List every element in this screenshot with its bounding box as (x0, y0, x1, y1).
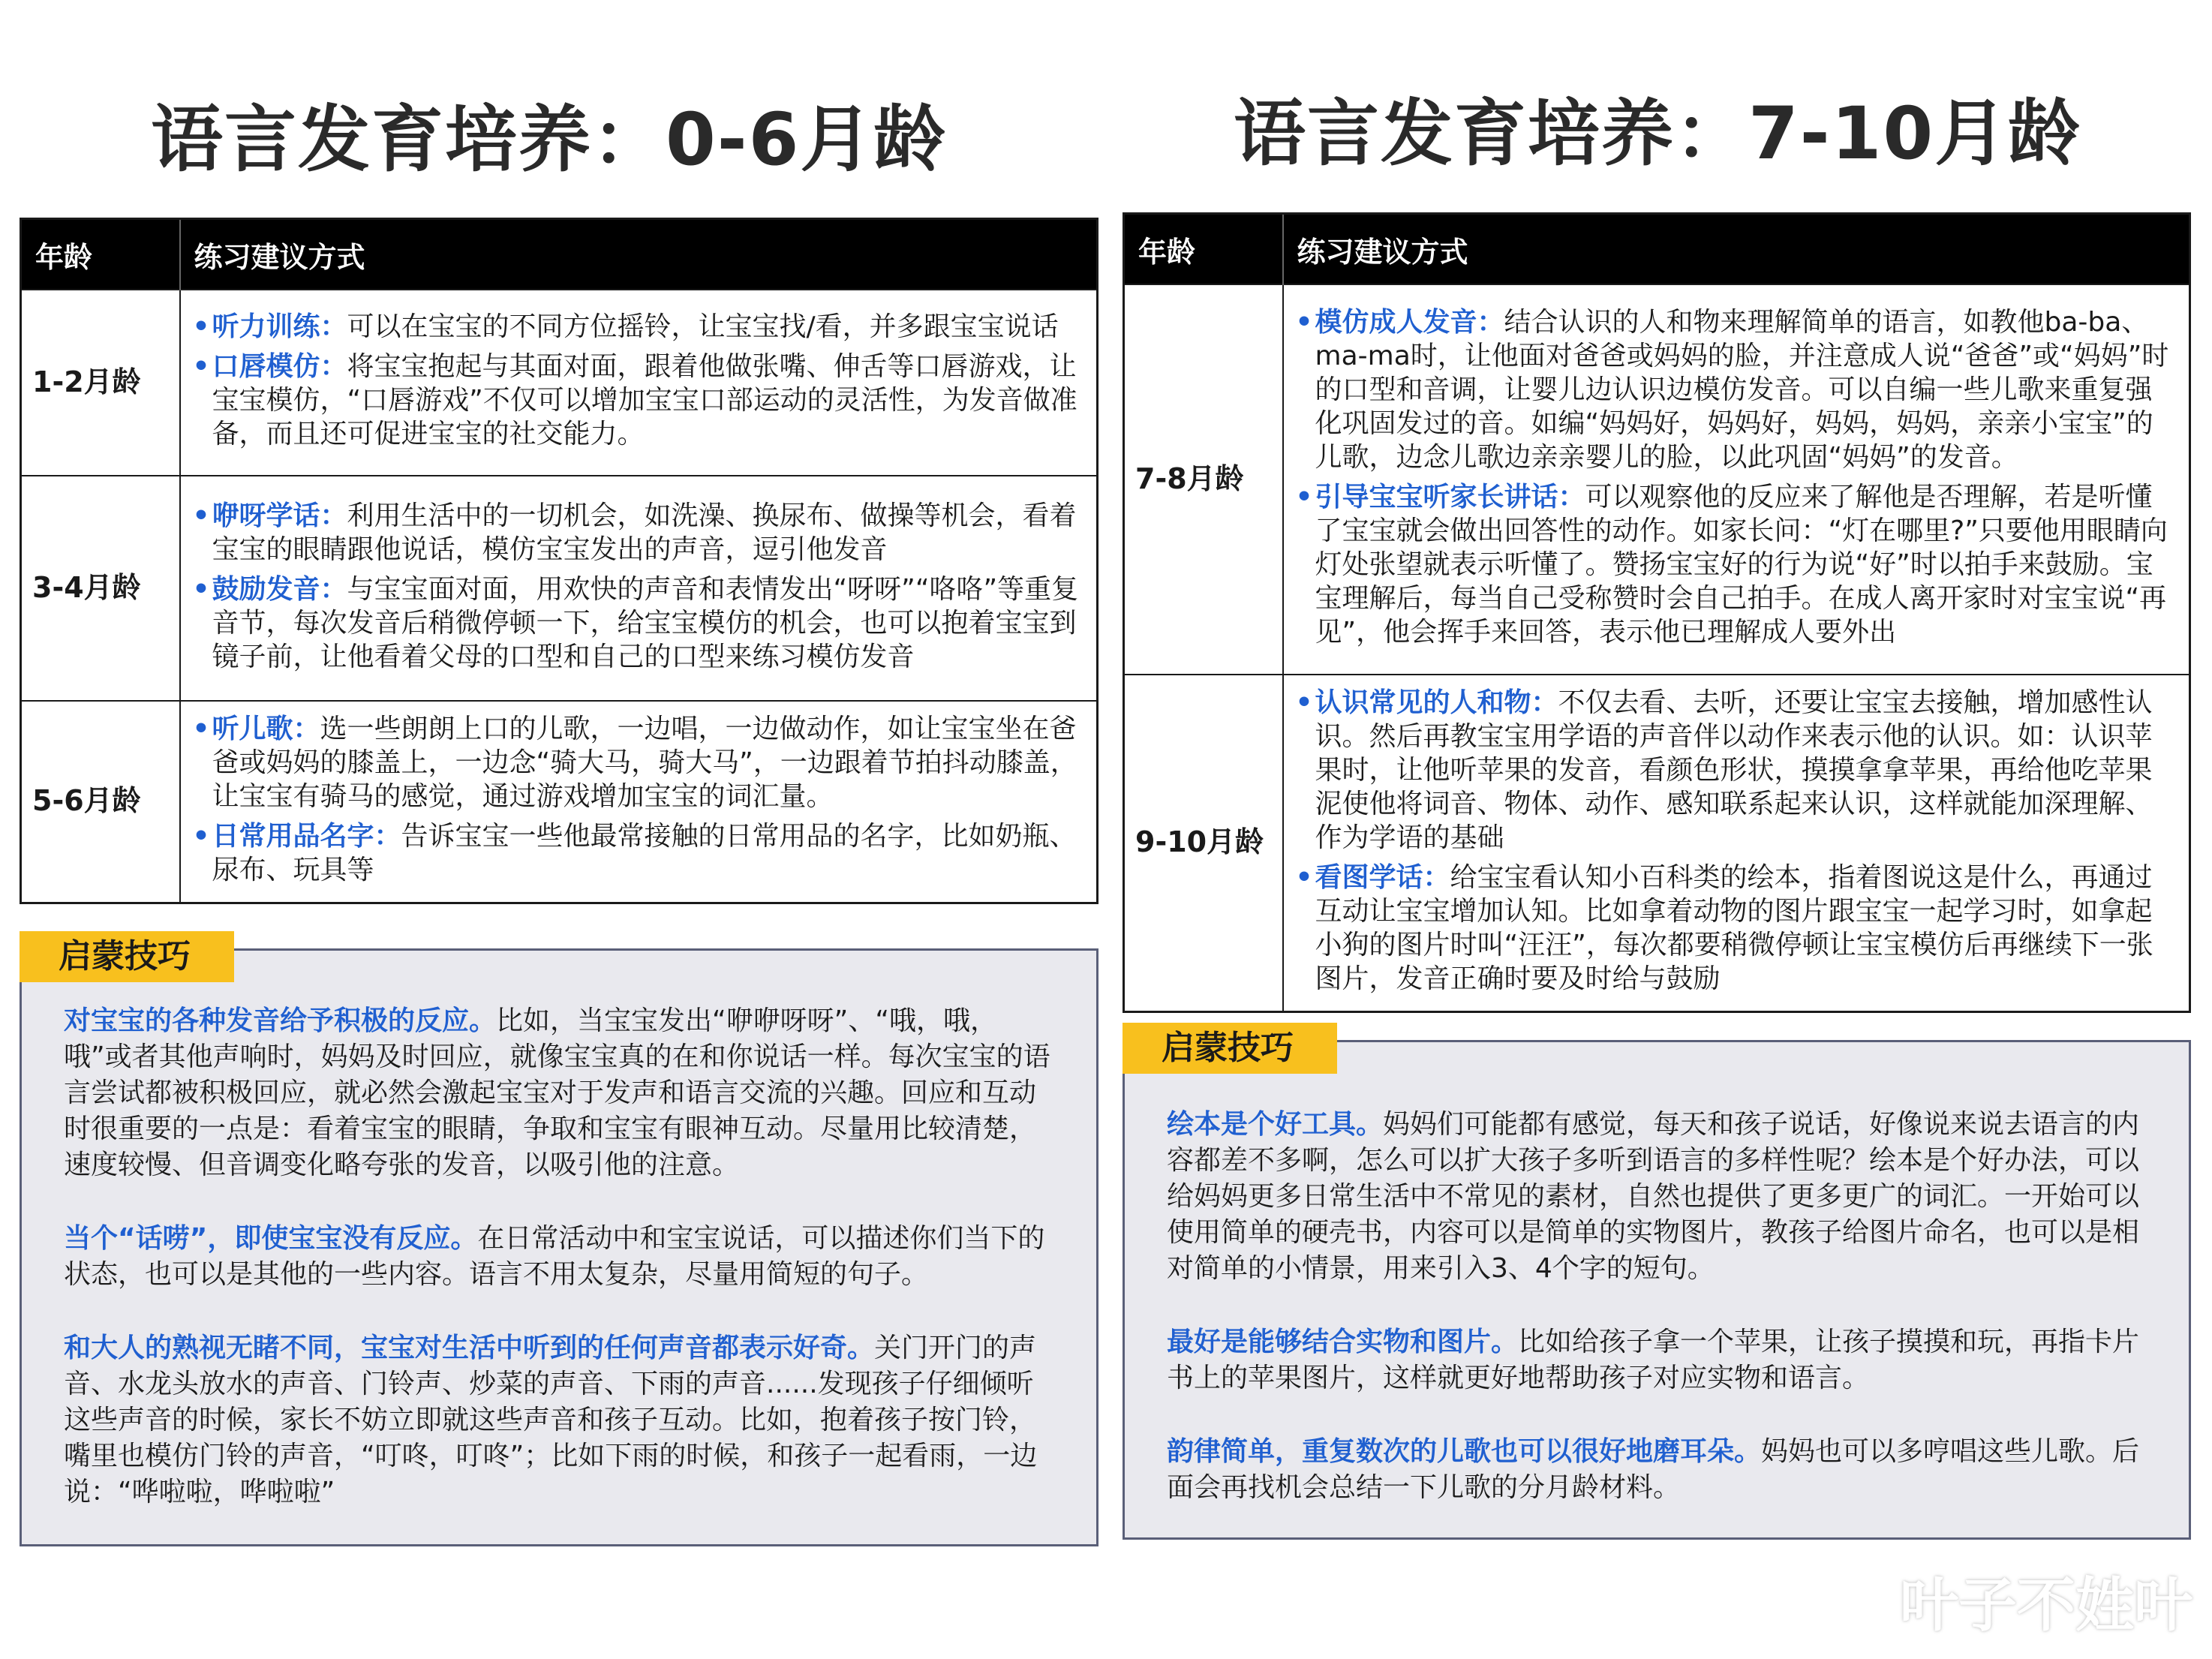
age-cell: 5-6月龄 (21, 701, 180, 903)
list-item (1294, 305, 2179, 474)
list-item (1294, 861, 2179, 996)
table-row (21, 290, 1098, 476)
header-age: 年龄 (1124, 214, 1283, 285)
item-term: 听力训练： (212, 311, 347, 342)
method-cell (180, 476, 1098, 701)
age-cell: 3-4月龄 (21, 476, 180, 701)
item-text: 不仅去看、去听，还要让宝宝去接触，增加感性认识。然后再教宝宝用学语的声音伴以动作来表示他的认识。如：认识苹果时，让他听苹果的发音，看颜色形状，摸摸拿拿苹果，再给他吃苹果泥使他将词音、物体、动作、感知联系起来认识，这样就能加深理解、作为学语的基础 (1315, 687, 2153, 853)
tip-lead: 最好是能够结合实物和图片。 (1167, 1327, 1519, 1357)
header-age: 年龄 (21, 219, 180, 290)
item-term: 认识常见的人和物： (1315, 687, 1558, 718)
list-item (191, 712, 1086, 813)
item-term: 模仿成人发音： (1315, 307, 1504, 338)
watermark: 叶子不姓叶 (1899, 1572, 2192, 1639)
table-row (21, 701, 1098, 903)
age-cell: 7-8月龄 (1124, 284, 1283, 675)
item-text: 将宝宝抱起与其面对面，跟着他做张嘴、伸舌等口唇游戏，让宝宝模仿，“口唇游戏”不仅可以增加宝宝口部运动的灵活性，为发音做准备，而且还可促进宝宝的社交能力。 (212, 351, 1077, 449)
method-cell (180, 290, 1098, 476)
item-term: 日常用品名字： (212, 821, 401, 852)
list-item (191, 310, 1086, 344)
list-item (191, 499, 1086, 567)
list-item (191, 819, 1086, 887)
item-term: 听儿歌： (212, 714, 320, 744)
tips-label: 启蒙技巧 (20, 931, 234, 982)
header-method: 练习建议方式 (1283, 214, 2190, 285)
list-item (191, 350, 1086, 451)
tip-lead: 韵律简单，重复数次的儿歌也可以很好地磨耳朵。 (1167, 1436, 1762, 1467)
method-cell (180, 701, 1098, 903)
list-item (191, 573, 1086, 674)
item-term: 口唇模仿： (212, 351, 347, 382)
tip-text: 妈妈们可能都有感觉，每天和孩子说话，好像说来说去语言的内容都差不多啊，怎么可以扩大孩子多听到语言的多样性呢？绘本是个好办法，可以给妈妈更多日常生活中不常见的素材，自然也提供了更多更广的词汇。一开始可以使用简单的硬壳书，内容可以是简单的实物图片，教孩子给图片命名，也可以是相对简单的小情景，用来引入3、4个字的短句。 (1167, 1109, 2140, 1284)
item-term: 看图学话： (1315, 862, 1450, 893)
tip-lead: 对宝宝的各种发音给予积极的反应。 (64, 1005, 497, 1036)
tips-body (1167, 1107, 2153, 1543)
header-method: 练习建议方式 (180, 219, 1098, 290)
tip-paragraph (64, 1221, 1060, 1293)
item-text: 可以观察他的反应来了解他是否理解，若是听懂了宝宝就会做出回答性的动作。如家长问：“灯在哪里?”只要他用眼睛向灯处张望就表示听懂了。赞扬宝宝好的行为说“好”时以拍手来鼓励。宝宝理解后，每当自己受称赞时会自己拍手。在成人离开家时对宝宝说“再见”，他会挥手来回答，表示他已理解成人要外出 (1315, 482, 2168, 648)
list-item (1294, 480, 2179, 649)
item-text: 选一些朗朗上口的儿歌，一边唱，一边做动作，如让宝宝坐在爸爸或妈妈的膝盖上，一边念“骑大马，骑大马”，一边跟着节拍抖动膝盖，让宝宝有骑马的感觉，通过游戏增加宝宝的词汇量。 (212, 714, 1077, 812)
tips-box (1123, 1029, 2191, 1540)
tips-label: 启蒙技巧 (1123, 1023, 1337, 1074)
item-text: 给宝宝看认知小百科类的绘本，指着图说这是什么，再通过互动让宝宝增加认知。比如拿着动物的图片跟宝宝一起学习时，如拿起小狗的图片时叫“汪汪”，每次都要稍微停顿让宝宝模仿后再继续下一张图片，发音正确时要及时给与鼓励 (1315, 862, 2153, 994)
item-term: 咿呀学话： (212, 500, 347, 531)
item-text: 利用生活中的一切机会，如洗澡、换尿布、做操等机会，看着宝宝的眼睛跟他说话，模仿宝宝发出的声音，逗引他发音 (212, 500, 1077, 565)
item-term: 鼓励发音： (212, 573, 347, 605)
item-text: 可以在宝宝的不同方位摇铃，让宝宝找/看，并多跟宝宝说话 (347, 311, 1059, 342)
practice-table (20, 218, 1098, 904)
table-row (1124, 284, 2190, 675)
tip-lead: 绘本是个好工具。 (1167, 1109, 1384, 1140)
page-title: 语言发育培养：0-6月龄 (151, 98, 948, 182)
tip-text: 比如给孩子拿一个苹果，让孩子摸摸和玩，再指卡片书上的苹果图片，这样就更好地帮助孩子对应实物和语言。 (1167, 1327, 2140, 1393)
page-title: 语言发育培养：7-10月龄 (1234, 92, 2082, 176)
item-text: 结合认识的人和物来理解简单的语言，如教他ba-ba、ma-ma时，让他面对爸爸或妈妈的脸，并注意成人说“爸爸”或“妈妈”时的口型和音调，让婴儿边认识边模仿发音。可以自编一些儿歌来重复强化巩固发过的音。如编“妈妈好，妈妈好，妈妈，妈妈，亲亲小宝宝”的儿歌，边念儿歌边亲亲婴儿的脸，以此巩固“妈妈”的发音。 (1315, 307, 2169, 473)
tip-text: 妈妈也可以多哼唱这些儿歌。后面会再找机会总结一下儿歌的分月龄材料。 (1167, 1436, 2140, 1503)
tip-paragraph (1167, 1434, 2153, 1506)
age-cell: 1-2月龄 (21, 290, 180, 476)
tips-body (64, 1003, 1060, 1548)
tip-lead: 和大人的熟视无睹不同，宝宝对生活中听到的任何声音都表示好奇。 (64, 1333, 875, 1363)
table-row (1124, 675, 2190, 1012)
tip-paragraph (1167, 1324, 2153, 1396)
item-text: 与宝宝面对面，用欢快的声音和表情发出“呀呀”“咯咯”等重复音节，每次发音后稍微停顿一下，给宝宝模仿的机会，也可以抱着宝宝到镜子前，让他看着父母的口型和自己的口型来练习模仿发音 (212, 573, 1079, 672)
tip-paragraph (1167, 1107, 2153, 1287)
table-row (21, 476, 1098, 701)
tip-text: 在日常活动中和宝宝说话，可以描述你们当下的状态，也可以是其他的一些内容。语言不用太复杂，尽量用简短的句子。 (64, 1223, 1045, 1290)
practice-table (1123, 212, 2191, 1013)
item-term: 引导宝宝听家长讲话： (1315, 482, 1585, 512)
tip-lead: 当个“话唠”，即使宝宝没有反应。 (64, 1223, 478, 1254)
method-cell (1283, 675, 2190, 1012)
item-text: 告诉宝宝一些他最常接触的日常用品的名字，比如奶瓶、尿布、玩具等 (212, 821, 1077, 885)
tips-box (20, 937, 1098, 1546)
list-item (1294, 686, 2179, 855)
method-cell (1283, 284, 2190, 675)
tip-text: 比如，当宝宝发出“咿咿呀呀”、“哦，哦，哦”或者其他声响时，妈妈及时回应，就像宝宝真的在和你说话一样。每次宝宝的语言尝试都被积极回应，就必然会激起宝宝对于发声和语言交流的兴趣。回应和互动时很重要的一点是：看着宝宝的眼睛，争取和宝宝有眼神互动。尽量用比较清楚，速度较慢、但音调变化略夸张的发音，以吸引他的注意。 (64, 1005, 1050, 1180)
tip-text: 关门开门的声音、水龙头放水的声音、门铃声、炒菜的声音、下雨的声音......发现孩子仔细倾听这些声音的时候，家长不妨立即就这些声音和孩子互动。比如，抱着孩子按门铃，嘴里也模仿门铃的声音，“叮咚，叮咚”；比如下雨的时候，和孩子一起看雨，一边说：“哗啦啦，哗啦啦” (64, 1333, 1038, 1507)
tip-paragraph (64, 1330, 1060, 1510)
tip-paragraph (64, 1003, 1060, 1183)
age-cell: 9-10月龄 (1124, 675, 1283, 1012)
